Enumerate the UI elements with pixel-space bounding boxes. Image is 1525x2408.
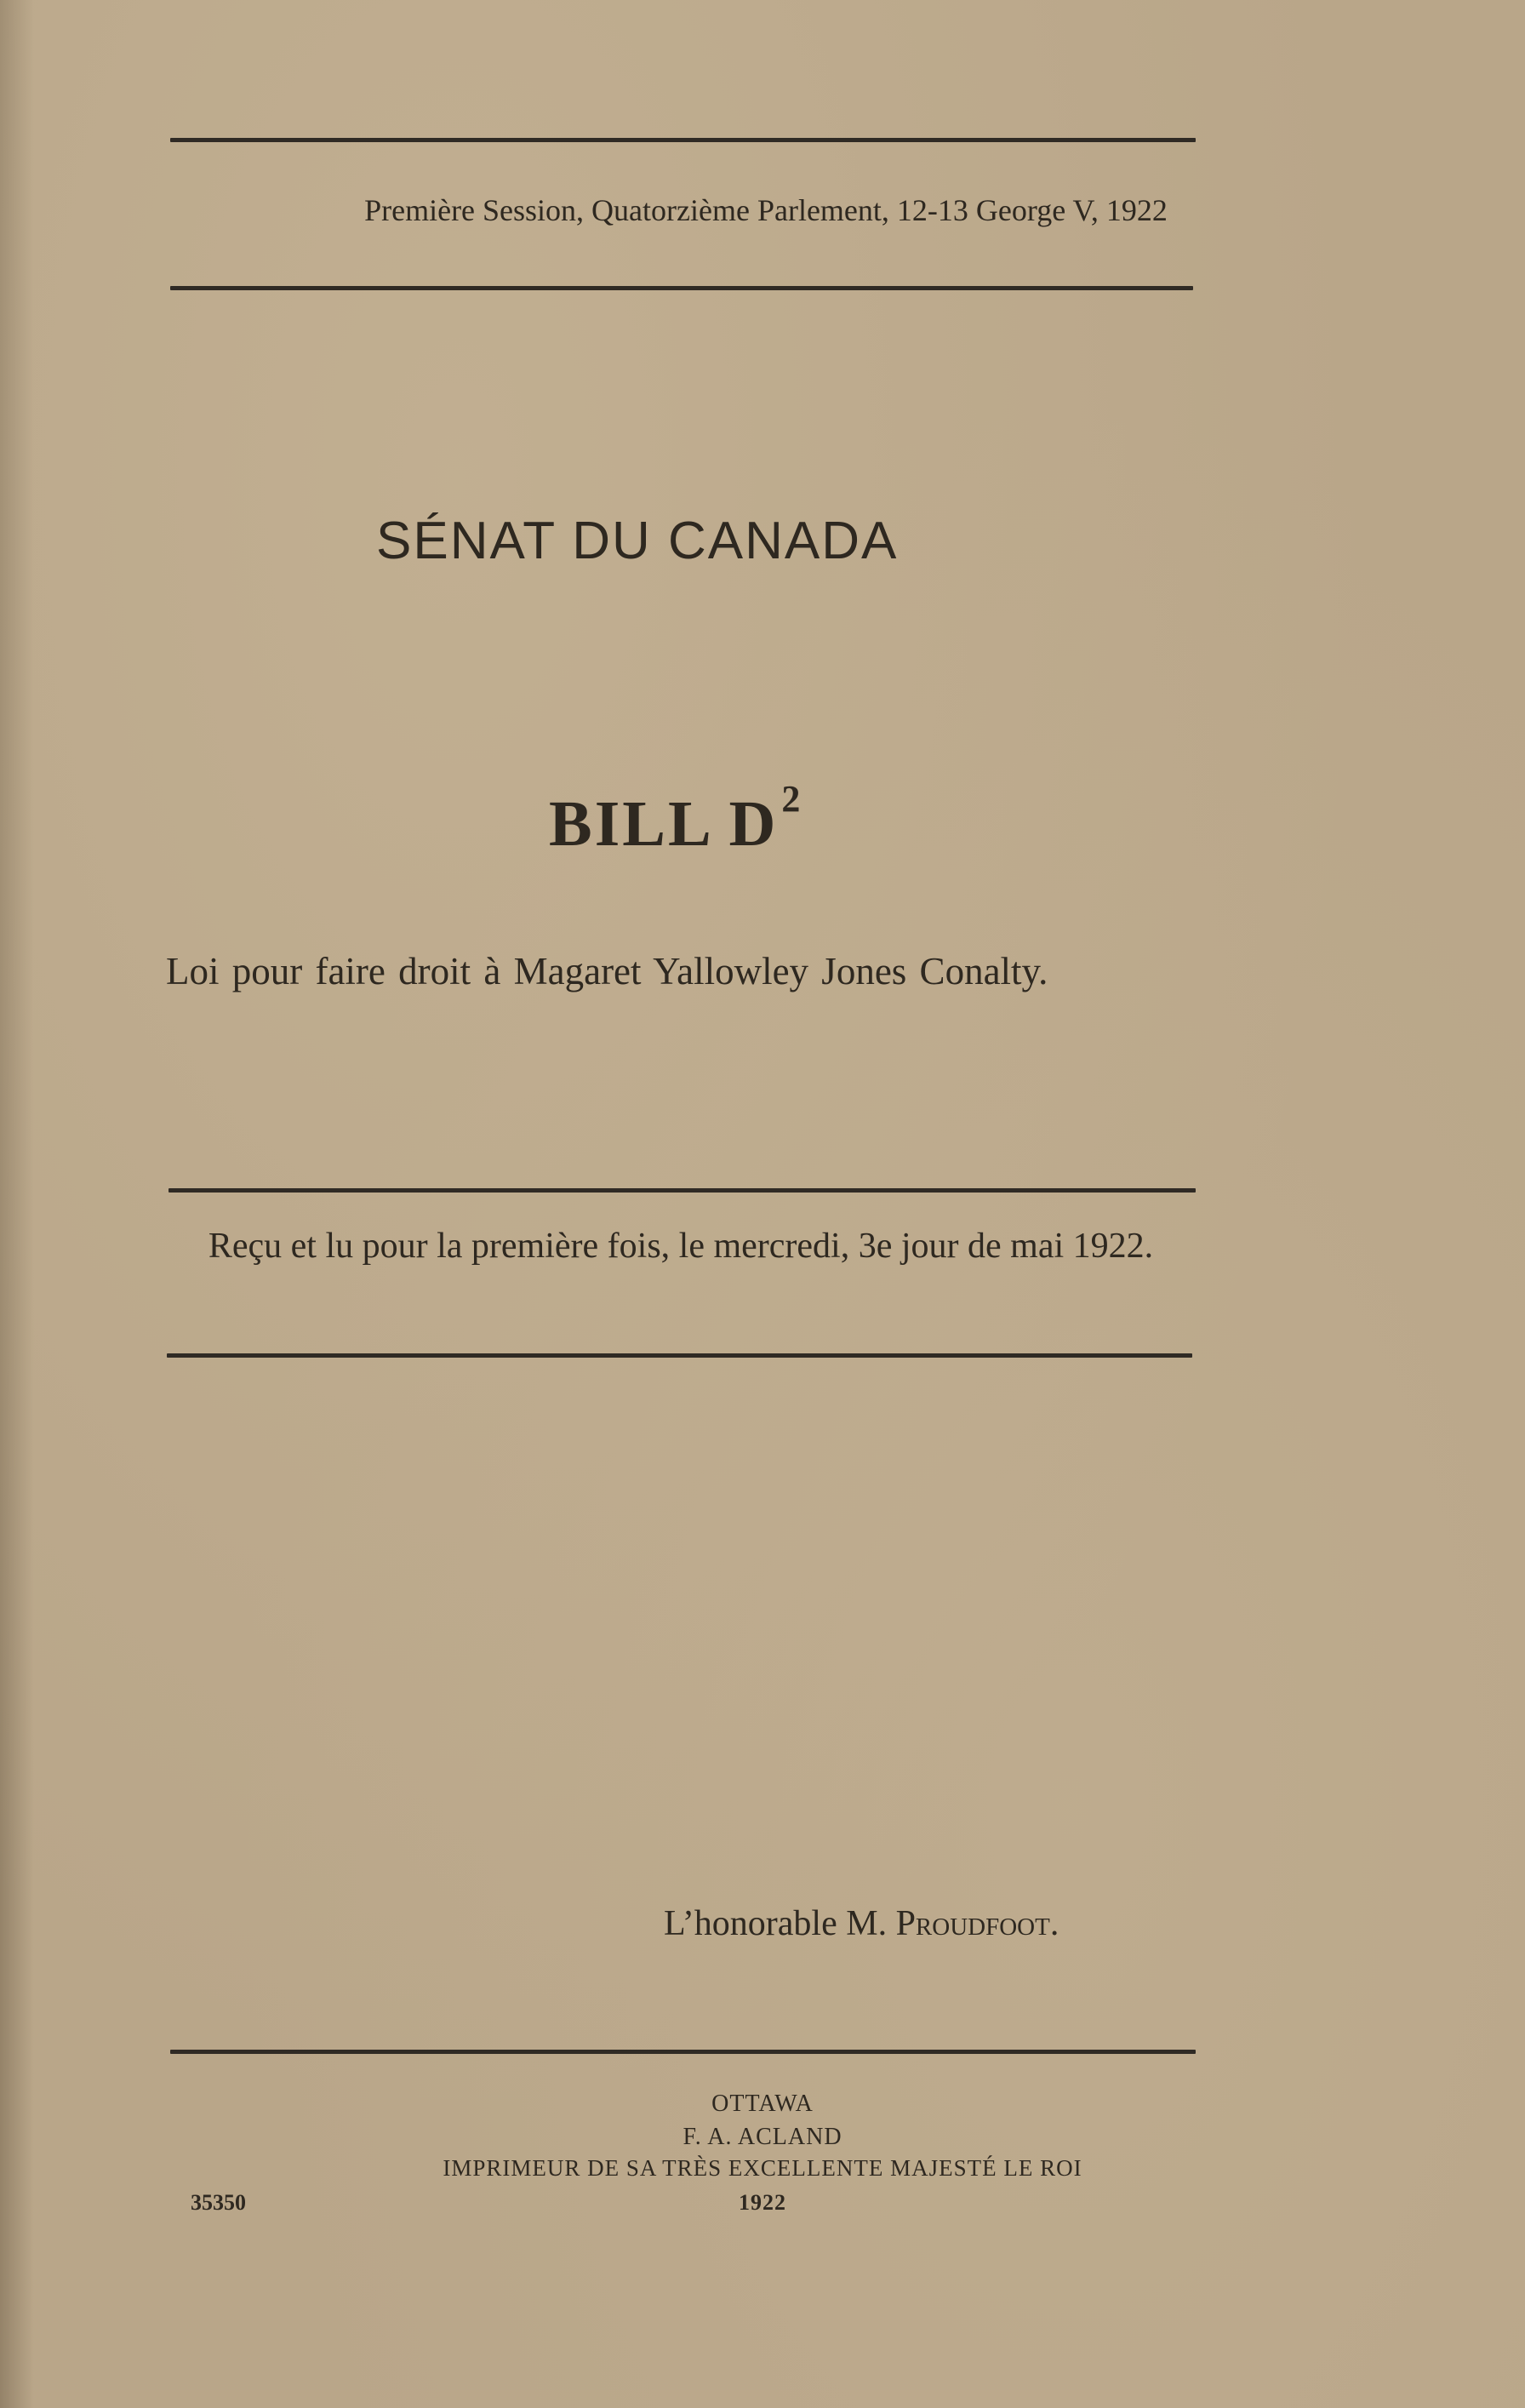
sponsor-name: Proudfoot. [895,1904,1060,1943]
first-reading-notice: Reçu et lu pour la première fois, le mercredi, 3e jour de mai 1922. [208,1227,1154,1266]
imprint-rule [170,2050,1196,2054]
sponsor-line [664,1903,1059,1944]
top-rule [170,138,1196,142]
bill-superscript: 2 [781,778,803,821]
senate-heading: SÉNAT DU CANADA [376,512,899,570]
session-rule [170,286,1193,290]
sponsor-prefix: L’honorable M. [664,1904,896,1943]
imprint-printer: F. A. ACLAND [683,2124,842,2150]
document-number: 35350 [191,2190,246,2215]
imprint-city: OTTAWA [711,2091,814,2117]
imprint-role: IMPRIMEUR DE SA TRÈS EXCELLENTE MAJESTÉ LE ROI [443,2155,1082,2181]
session-line: Première Session, Quatorzième Parlement, 12-13 George V, 1922 [364,193,1168,227]
bill-title: Loi pour faire droit à Magaret Yallowley Jones Conalty. [166,950,1048,992]
imprint-year: 1922 [739,2190,786,2215]
bill-number [549,778,803,861]
bill-label: BILL D [549,788,779,860]
reading-top-rule [168,1188,1196,1193]
reading-bottom-rule [167,1353,1192,1358]
